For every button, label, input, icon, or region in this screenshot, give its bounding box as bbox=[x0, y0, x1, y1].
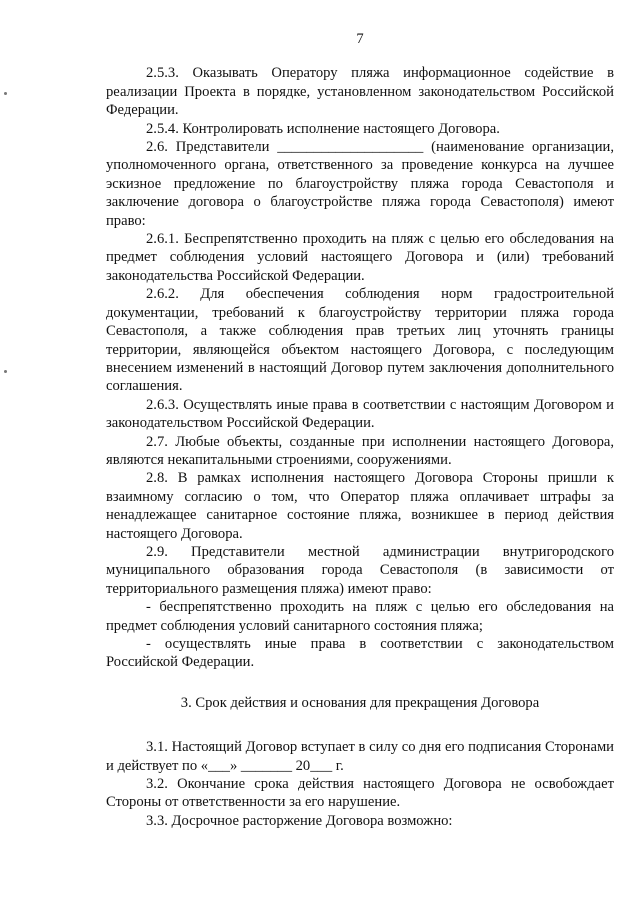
clause-2-5-3: 2.5.3. Оказывать Оператору пляжа информационное содействие в реализации Проекта в порядке, установленном законодательством Российской Федерации. bbox=[106, 65, 614, 119]
clause-3-3: 3.3. Досрочное расторжение Договора возможно: bbox=[146, 812, 453, 829]
clause-2-6: 2.6. Представители ____________________ (наименование организации, уполномоченного органа, ответственного за проведение конкурса на лучшее эскизное предложение по благоустройству пляжа города Севастополя и заключение договора о благоустройстве пляжа города Севастополя) имеют право: bbox=[106, 139, 614, 229]
clause-2-7: 2.7. Любые объекты, созданные при исполнении настоящего Договора, являются некапитальными строениями, сооружениями. bbox=[106, 433, 614, 468]
clause-3-1: 3.1. Настоящий Договор вступает в силу со дня его подписания Сторонами и действует по «___» _______ 20___ г. bbox=[106, 739, 614, 774]
clause-2-6-1: 2.6.1. Беспрепятственно проходить на пляж с целью его обследования на предмет соблюдения условий настоящего Договора и (или) требований законодательства Российской Федерации. bbox=[106, 231, 614, 284]
clause-2-6-2: 2.6.2. Для обеспечения соблюдения норм градостроительной документации, требований к благоустройству территории пляжа города Севастополя, а также соблюдения прав третьих лиц уточнять границы территории, являющейся объектом настоящего Договора, с последующим внесением изменений в настоящий Договор путем заключения дополнительного соглашения. bbox=[106, 286, 614, 395]
page-number: 7 bbox=[356, 31, 364, 47]
clause-3-2: 3.2. Окончание срока действия настоящего Договора не освобождает Стороны от ответственности за его нарушение. bbox=[106, 776, 614, 811]
margin-mark bbox=[4, 92, 7, 95]
clause-2-9-item-2: - осуществлять иные права в соответствии с законодательством Российской Федерации. bbox=[106, 636, 614, 671]
margin-mark bbox=[4, 370, 7, 373]
clause-2-5-4: 2.5.4. Контролировать исполнение настоящего Договора. bbox=[146, 120, 500, 137]
clause-2-8: 2.8. В рамках исполнения настоящего Договора Стороны пришли к взаимному согласию о том, что Оператор пляжа оплачивает штрафы за ненадлежащее санитарное состояние пляжа, возникшее в период действия настоящего Договора. bbox=[106, 470, 614, 542]
clause-2-9: 2.9. Представители местной администрации внутригородского муниципального образования города Севастополя (в зависимости от территориального размещения пляжа) имеют право: bbox=[106, 543, 614, 597]
clause-2-9-item-1: - беспрепятственно проходить на пляж с целью его обследования на предмет соблюдения условий санитарного состояния пляжа; bbox=[106, 599, 614, 634]
clause-2-6-3: 2.6.3. Осуществлять иные права в соответствии с настоящим Договором и законодательством Российской Федерации. bbox=[106, 396, 614, 432]
section-3-heading: 3. Срок действия и основания для прекращения Договора bbox=[180, 694, 540, 711]
